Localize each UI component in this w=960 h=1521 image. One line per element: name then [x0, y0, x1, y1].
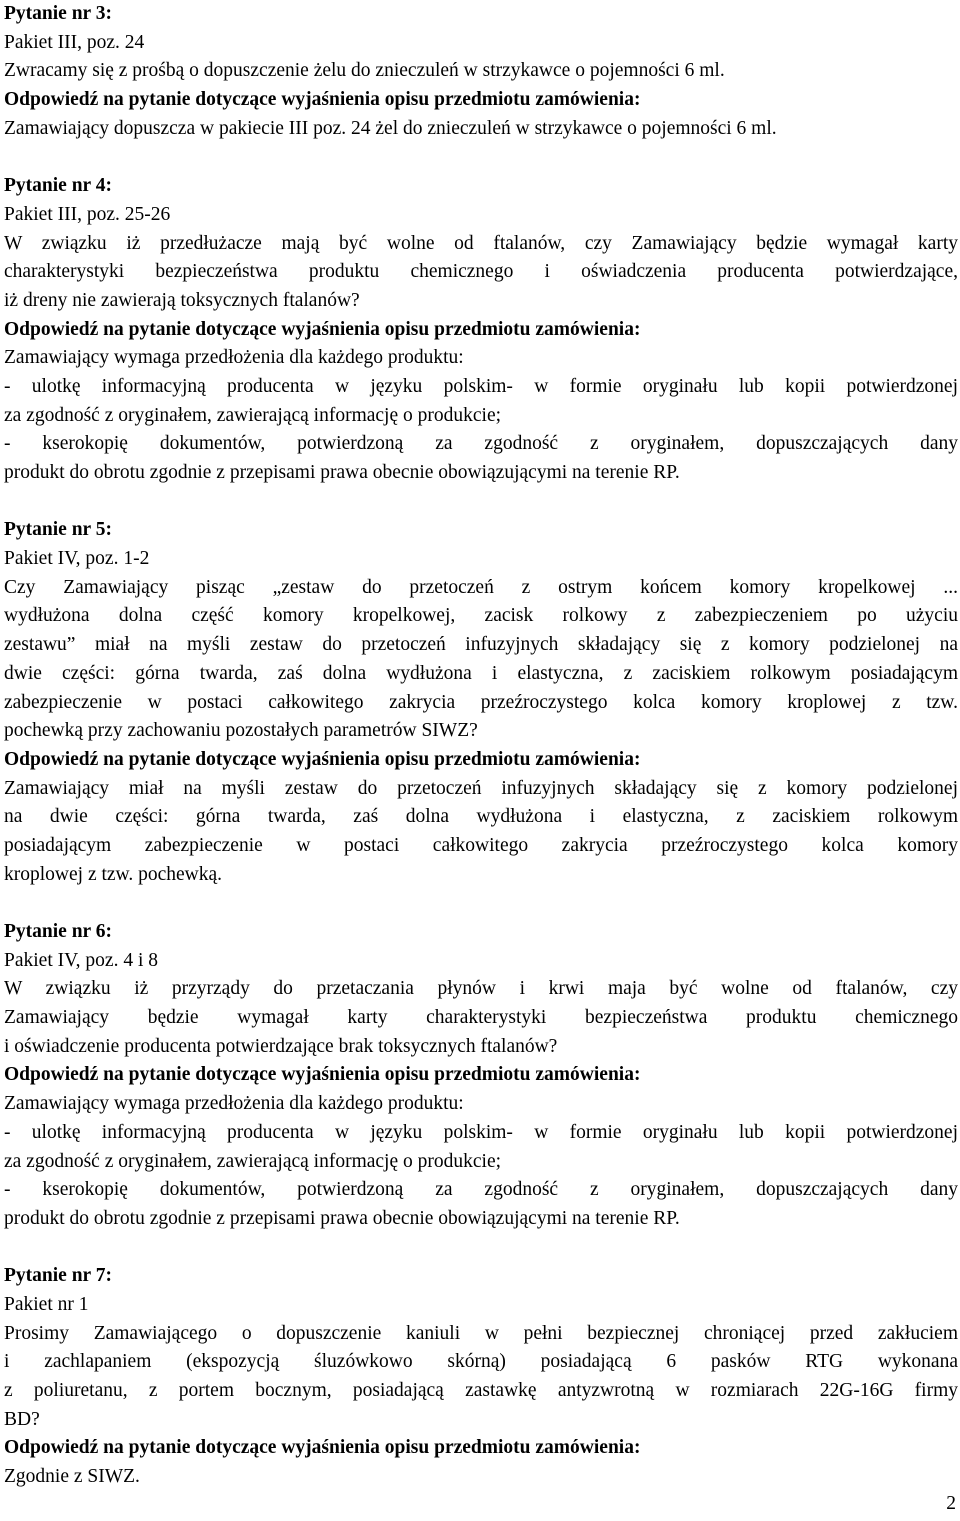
question-text-line: iż dreny nie zawierają toksycznych ftalanów?	[4, 289, 360, 311]
answer-text-line: kroplowej z tzw. pochewką.	[4, 863, 223, 885]
question-text-line: z poliuretanu, z portem bocznym, posiadającą zastawkę antyzwrotną w rozmiarach 22G-16G firmy	[4, 1380, 958, 1401]
question-text-line: charakterystyki bezpieczeństwa produktu chemicznego i oświadczenia producenta potwierdzające,	[4, 261, 958, 283]
answer-text-line: - ulotkę informacyjną producenta w języku polskim- w formie oryginału lub kopii potwierdzonej	[4, 375, 958, 397]
question-text-line: zestawu” miał na myśli zestaw do przetoczeń infuzyjnych składający się z komory podzielonej na	[4, 634, 958, 656]
question-title: Pytanie nr 3:	[4, 3, 112, 24]
answer-text-line: Zamawiający wymaga przedłożenia dla każdego produktu:	[4, 347, 464, 369]
package-reference: Pakiet III, poz. 24	[4, 31, 145, 53]
answer-heading: Odpowiedź na pytanie dotyczące wyjaśnienia opisu przedmiotu zamówienia:	[4, 748, 641, 770]
answer-text-line: posiadającym zabezpieczenie w postaci całkowitego zakrycia przeźroczystego kolca komory	[4, 834, 958, 856]
answer-text-line: - kserokopię dokumentów, potwierdzoną za zgodność z oryginałem, dopuszczających dany	[4, 433, 958, 455]
answer-text-line: na dwie części: górna twarda, zaś dolna wydłużona i elastyczna, z zaciskiem rolkowym	[4, 806, 958, 828]
answer-text-line: - ulotkę informacyjną producenta w języku polskim- w formie oryginału lub kopii potwierdzonej	[4, 1121, 958, 1143]
answer-text-line: produkt do obrotu zgodnie z przepisami prawa obecnie obowiązującymi na terenie RP.	[4, 462, 680, 483]
section-spacer	[4, 1234, 958, 1263]
question-title: Pytanie nr 4:	[4, 175, 112, 197]
question-section	[4, 918, 958, 1234]
answer-heading: Odpowiedź na pytanie dotyczące wyjaśnienia opisu przedmiotu zamówienia:	[4, 1437, 641, 1459]
package-reference: Pakiet IV, poz. 4 i 8	[4, 949, 159, 971]
question-title: Pytanie nr 7:	[4, 1265, 112, 1287]
question-text-line: i zachlapaniem (ekspozycją śluzówkowo skórną) posiadającą 6 pasków RTG wykonana	[4, 1351, 958, 1373]
question-text-line: wydłużona dolna część komory kropelkowej, zacisk rolkowy z zabezpieczeniem po użyciu	[4, 605, 958, 627]
answer-text-line: Zamawiający dopuszcza w pakiecie III poz. 24 żel do znieczuleń w strzykawce o pojemności 6 ml.	[4, 117, 777, 139]
section-spacer	[4, 143, 958, 172]
question-text-line: dwie części: górna twarda, zaś dolna wydłużona i elastyczna, z zaciskiem rolkowym posiadającym	[4, 662, 958, 684]
question-text-line: Zwracamy się z prośbą o dopuszczenie żelu do znieczuleń w strzykawce o pojemności 6 ml.	[4, 60, 725, 82]
document-body	[4, 0, 958, 1492]
answer-text-line: - kserokopię dokumentów, potwierdzoną za zgodność z oryginałem, dopuszczających dany	[4, 1179, 958, 1201]
answer-heading: Odpowiedź na pytanie dotyczące wyjaśnienia opisu przedmiotu zamówienia:	[4, 89, 641, 111]
answer-text-line: za zgodność z oryginałem, zawierającą informację o produkcie;	[4, 1150, 502, 1172]
answer-text-line: za zgodność z oryginałem, zawierającą informację o produkcie;	[4, 404, 502, 426]
question-section	[4, 1262, 958, 1492]
section-spacer	[4, 488, 958, 517]
answer-text-line: Zamawiający wymaga przedłożenia dla każdego produktu:	[4, 1093, 464, 1115]
answer-text-line: produkt do obrotu zgodnie z przepisami prawa obecnie obowiązującymi na terenie RP.	[4, 1207, 680, 1229]
answer-text-line: Zgodnie z SIWZ.	[4, 1466, 140, 1488]
package-reference: Pakiet nr 1	[4, 1293, 89, 1315]
question-text-line: W związku iż przedłużacze mają być wolne od ftalanów, czy Zamawiający będzie wymagał karty	[4, 232, 958, 254]
question-text-line: BD?	[4, 1408, 40, 1430]
question-title: Pytanie nr 6:	[4, 921, 112, 942]
question-text-line: W związku iż przyrządy do przetaczania płynów i krwi maja być wolne od ftalanów, czy	[4, 978, 958, 1000]
question-section	[4, 516, 958, 889]
package-reference: Pakiet III, poz. 25-26	[4, 203, 171, 225]
question-text-line: Zamawiający będzie wymagał karty charakterystyki bezpieczeństwa produktu chemicznego	[4, 1007, 958, 1029]
page-number: 2	[946, 1493, 956, 1514]
question-text-line: pochewką przy zachowaniu pozostałych parametrów SIWZ?	[4, 720, 478, 742]
answer-heading: Odpowiedź na pytanie dotyczące wyjaśnienia opisu przedmiotu zamówienia:	[4, 1064, 641, 1086]
question-text-line: zabezpieczenie w postaci całkowitego zakrycia przeźroczystego kolca komory kroplowej z tzw.	[4, 691, 958, 713]
question-title: Pytanie nr 5:	[4, 519, 112, 541]
question-section	[4, 0, 958, 143]
question-section	[4, 172, 958, 488]
section-spacer	[4, 889, 958, 918]
answer-heading: Odpowiedź na pytanie dotyczące wyjaśnienia opisu przedmiotu zamówienia:	[4, 318, 641, 340]
question-text-line: Czy Zamawiający pisząc „zestaw do przetoczeń z ostrym końcem komory kropelkowej ...	[4, 576, 958, 598]
question-text-line: i oświadczenie producenta potwierdzające brak toksycznych ftalanów?	[4, 1035, 558, 1057]
package-reference: Pakiet IV, poz. 1-2	[4, 548, 150, 570]
answer-text-line: Zamawiający miał na myśli zestaw do przetoczeń infuzyjnych składający się z komory podzielonej	[4, 777, 958, 799]
question-text-line: Prosimy Zamawiającego o dopuszczenie kaniuli w pełni bezpiecznej chroniącej przed zakłuciem	[4, 1322, 958, 1344]
